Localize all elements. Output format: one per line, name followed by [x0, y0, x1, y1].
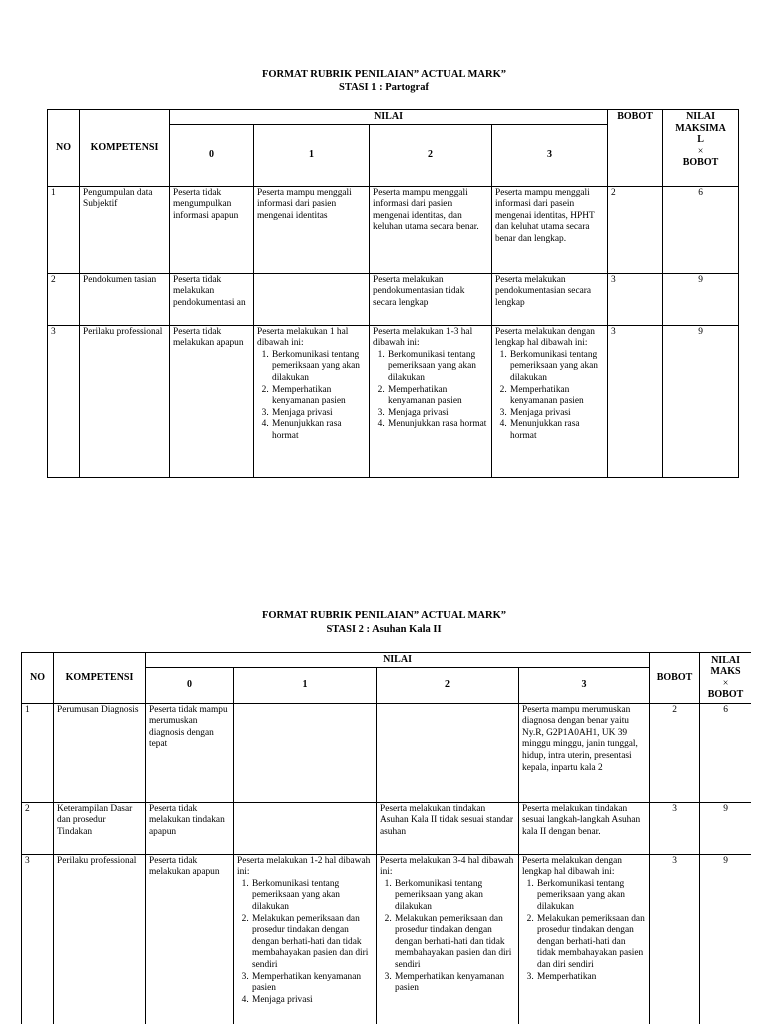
header-bobot: BOBOT	[608, 110, 663, 187]
table-row	[22, 802, 752, 854]
row-score-3: Peserta mampu menggali informasi dari pasein mengenai identitas, HPHT dan keluhat utama secara benar dan lengkap.	[492, 186, 608, 273]
row-score-0: Peserta tidak mengumpulkan informasi apapun	[170, 186, 254, 273]
list-item: 3. Menjaga privasi	[271, 408, 366, 420]
row-score-0: Peserta tidak melakukan apapun	[146, 854, 234, 1024]
list-intro: Peserta melakukan dengan lengkap hal dibawah ini:	[495, 326, 595, 349]
row-bobot: 3	[650, 854, 700, 1024]
row-max: 9	[663, 273, 739, 325]
row-score-0: Peserta tidak melakukan tindakan apapun	[146, 802, 234, 854]
list-item: 3. Menjaga privasi	[509, 408, 604, 420]
row-score-3	[519, 854, 650, 1024]
header-nilai-maksimal	[663, 110, 739, 187]
row-no: 2	[22, 802, 54, 854]
list-item: 1. Berkomunikasi tentang pemeriksaan yang akan dilakukan	[509, 350, 604, 385]
row-score-2: Peserta mampu menggali informasi dari pasien mengenai identitas, dan keluhan utama secara benar.	[370, 186, 492, 273]
list-item: 3. Memperhatikan	[536, 972, 646, 984]
row-score-2	[377, 854, 519, 1024]
list-item: 1. Berkomunikasi tentang pemeriksaan yang akan dilakukan	[387, 350, 488, 385]
multiply-sign: ×	[722, 677, 729, 689]
criteria-list	[237, 879, 373, 1007]
row-score-3: Peserta melakukan tindakan sesuai langkah-langkah Asuhan kala II dengan benar.	[519, 802, 650, 854]
row-bobot: 3	[608, 325, 663, 477]
header-score-0: 0	[146, 667, 234, 703]
row-kompetensi: Perumusan Diagnosis	[54, 703, 146, 802]
header-kompetensi: KOMPETENSI	[80, 110, 170, 187]
header-kompetensi: KOMPETENSI	[54, 653, 146, 704]
row-score-0: Peserta tidak mampu merumuskan diagnosis dengan tepat	[146, 703, 234, 802]
row-score-1	[254, 325, 370, 477]
header-score-1: 1	[254, 124, 370, 186]
header-nilai-maksimal-label-end: L	[697, 134, 704, 145]
list-item: 1. Berkomunikasi tentang pemeriksaan yang akan dilakukan	[394, 879, 515, 914]
list-item: 1. Berkomunikasi tentang pemeriksaan yang akan dilakukan	[536, 879, 646, 914]
row-no: 2	[48, 273, 80, 325]
row-kompetensi: Keterampilan Dasar dan prosedur Tindakan	[54, 802, 146, 854]
criteria-list	[373, 350, 488, 431]
criteria-list	[522, 879, 646, 983]
list-item: 2. Melakukan pemeriksaan dan prosedur tindakan dengan dengan berhati-hati dan tidak membahayakan pasien dan diri sendiri	[394, 914, 515, 972]
list-intro: Peserta melakukan dengan lengkap hal dibawah ini:	[522, 855, 622, 878]
row-bobot: 3	[650, 802, 700, 854]
row-score-1: Peserta mampu menggali informasi dari pasien mengenai identitas	[254, 186, 370, 273]
row-no: 3	[48, 325, 80, 477]
list-item: 3. Memperhatikan kenyamanan pasien	[251, 972, 373, 995]
row-max: 9	[700, 854, 751, 1024]
row-score-2	[370, 325, 492, 477]
row-score-1	[234, 854, 377, 1024]
row-score-2: Peserta melakukan tindakan Asuhan Kala II tidak sesuai standar asuhan	[377, 802, 519, 854]
criteria-list	[495, 350, 604, 443]
header-bobot: BOBOT	[650, 653, 700, 704]
row-score-2: Peserta melakukan pendokumentasian tidak secara lengkap	[370, 273, 492, 325]
list-item: 2. Melakukan pemeriksaan dan prosedur tindakan dengan dengan berhati-hati dan tidak membahayakan pasien dan diri sendiri	[251, 914, 373, 972]
row-max: 6	[700, 703, 751, 802]
list-intro: Peserta melakukan 1 hal dibawah ini:	[257, 326, 349, 349]
doc2-subtitle: STASI 2 : Asuhan Kala II	[326, 624, 442, 635]
header-score-0: 0	[170, 124, 254, 186]
list-item: 4. Menjaga privasi	[251, 995, 373, 1007]
row-kompetensi: Perilaku professional	[80, 325, 170, 477]
row-score-1	[234, 703, 377, 802]
list-item: 3. Memperhatikan kenyamanan pasien	[394, 972, 515, 995]
row-max: 6	[663, 186, 739, 273]
header-no: NO	[48, 110, 80, 187]
criteria-list	[380, 879, 515, 995]
table-row	[48, 186, 739, 273]
table-row	[22, 854, 752, 1024]
header-nilai-maks	[700, 653, 751, 704]
list-item: 1. Berkomunikasi tentang pemeriksaan yang akan dilakukan	[271, 350, 366, 385]
list-item: 2. Memperhatikan kenyamanan pasien	[387, 385, 488, 408]
row-bobot: 2	[650, 703, 700, 802]
doc1-rubric-table	[47, 109, 739, 478]
list-item: 2. Melakukan pemeriksaan dan prosedur tindakan dengan dengan berhati-hati dan tidak membahayakan pasien dan diri sendiri	[536, 914, 646, 972]
table-row	[48, 273, 739, 325]
header-nilai-maks-label: NILAI MAKS	[710, 654, 741, 678]
row-score-0: Peserta tidak melakukan pendokumentasi an	[170, 273, 254, 325]
row-kompetensi: Perilaku professional	[54, 854, 146, 1024]
row-kompetensi: Pendokumen tasian	[80, 273, 170, 325]
row-no: 3	[22, 854, 54, 1024]
table-row	[48, 325, 739, 477]
row-score-1	[234, 802, 377, 854]
header-nilai: NILAI	[146, 653, 650, 668]
list-item: 1. Berkomunikasi tentang pemeriksaan yang akan dilakukan	[251, 879, 373, 914]
table-row	[22, 703, 752, 802]
list-item: 4. Menunjukkan rasa hormat	[271, 419, 366, 442]
criteria-list	[257, 350, 366, 443]
row-max: 9	[700, 802, 751, 854]
doc2-title: FORMAT RUBRIK PENILAIAN” ACTUAL MARK”	[261, 610, 507, 621]
list-item: 3. Menjaga privasi	[387, 408, 488, 420]
row-bobot: 2	[608, 186, 663, 273]
doc1-title: FORMAT RUBRIK PENILAIAN” ACTUAL MARK”	[261, 69, 507, 80]
row-bobot: 3	[608, 273, 663, 325]
header-nilai: NILAI	[170, 110, 608, 125]
header-score-2: 2	[377, 667, 519, 703]
list-item: 4. Menunjukkan rasa hormat	[387, 419, 488, 431]
header-score-1: 1	[234, 667, 377, 703]
list-item: 4. Menunjukkan rasa hormat	[509, 419, 604, 442]
header-nilai-maksimal-label: NILAI MAKSIMA	[675, 111, 726, 134]
list-intro: Peserta melakukan 1-3 hal dibawah ini:	[373, 326, 473, 349]
row-score-3: Peserta mampu merumuskan diagnosa dengan benar yaitu Ny.R, G2P1A0AH1, UK 39 minggu minggu, janin tunggal, hidup, intra uterin, presentasi kepala, inpartu kala 2	[519, 703, 650, 802]
list-intro: Peserta melakukan 3-4 hal dibawah ini:	[380, 855, 514, 878]
header-no: NO	[22, 653, 54, 704]
row-score-2	[377, 703, 519, 802]
doc2-table-viewport	[21, 652, 751, 1024]
row-no: 1	[48, 186, 80, 273]
row-kompetensi: Pengumpulan data Subjektif	[80, 186, 170, 273]
header-bobot-sub: BOBOT	[707, 689, 744, 701]
row-score-1	[254, 273, 370, 325]
row-max: 9	[663, 325, 739, 477]
header-bobot-sub: BOBOT	[682, 157, 719, 168]
header-score-3: 3	[492, 124, 608, 186]
multiply-sign: ×	[697, 145, 704, 157]
row-no: 1	[22, 703, 54, 802]
row-score-3: Peserta melakukan pendokumentasian secara lengkap	[492, 273, 608, 325]
list-item: 2. Memperhatikan kenyamanan pasien	[271, 385, 366, 408]
doc1-subtitle: STASI 1 : Partograf	[339, 82, 429, 93]
header-score-3: 3	[519, 667, 650, 703]
list-item: 2. Memperhatikan kenyamanan pasien	[509, 385, 604, 408]
header-score-2: 2	[370, 124, 492, 186]
doc2-rubric-table	[21, 652, 751, 1024]
row-score-0: Peserta tidak melakukan apapun	[170, 325, 254, 477]
row-score-3	[492, 325, 608, 477]
list-intro: Peserta melakukan 1-2 hal dibawah ini:	[237, 855, 371, 878]
